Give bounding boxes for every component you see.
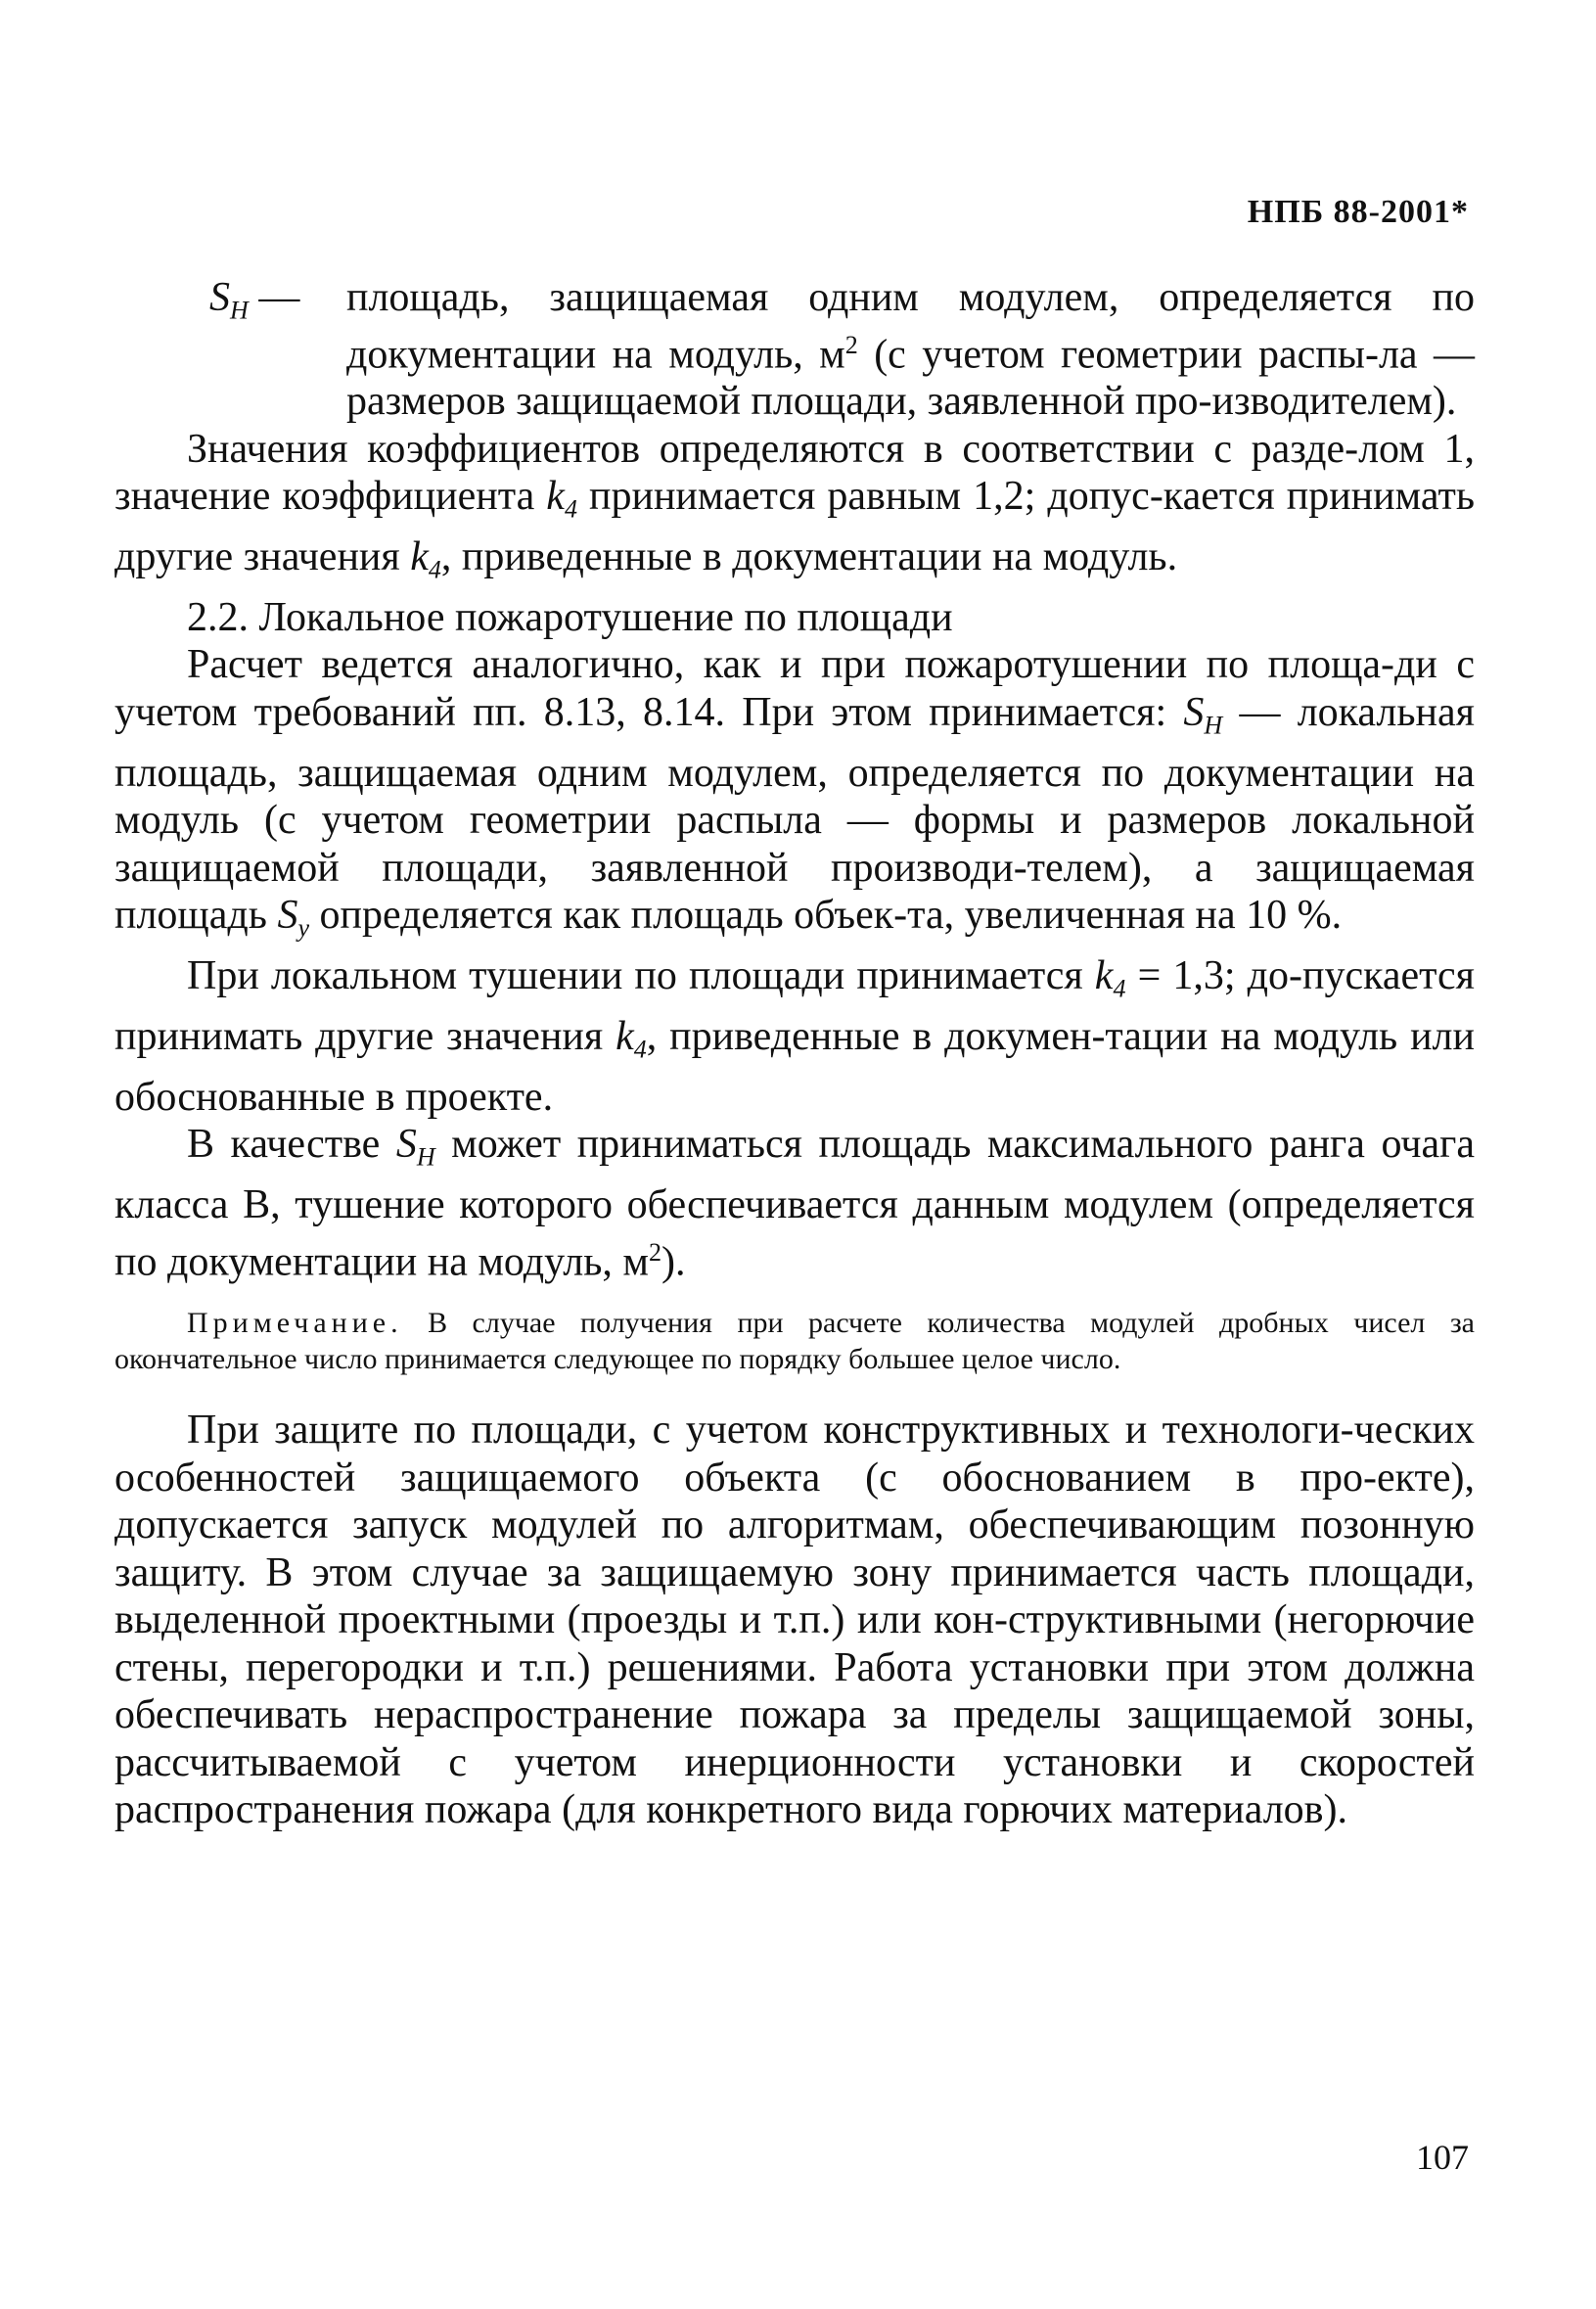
definition-superscript: 2: [844, 330, 858, 359]
note-text: В случае получения при расчете количества модулей дробных чисел за окончательное число принимается следующее по порядку большее целое число.: [114, 1307, 1475, 1376]
paragraph-zonal-protection: При защите по площади, с учетом конструктивных и технологи-ческих особенностей защищаемого объекта (с обоснованием в про-екте), допускается запуск модулей по алгоритмам, обеспечивающим позонную защиту. В этом случае за защищаемую зону принимается часть площади, выделенной проектными (проезды и т.п.) или кон-структивными (негорючие стены, перегородки и т.п.) решениями. Работа установки при этом должна обеспечивать нераспространение пожара за пределы защищаемой зоны, рассчитываемой с учетом инерционности установки и скоростей распространения пожара (для конкретного вида горючих материалов).: [114, 1408, 1475, 1833]
definition-term: [209, 274, 346, 335]
definition-description: [346, 274, 1475, 426]
paragraph-coefficients: [114, 426, 1475, 594]
para4-text-a: В качестве: [187, 1122, 396, 1168]
sy-subscript: y: [297, 913, 310, 943]
sh-symbol: S: [1183, 689, 1205, 735]
paragraph-fire-class: [114, 1121, 1475, 1285]
para3-text-b: = 1,3; до-пускается принимать другие значения: [114, 953, 1475, 1059]
main-text: [114, 274, 1475, 1834]
page-number: 107: [1416, 2138, 1469, 2177]
definition-text-b: (с учетом геометрии распы-ла — размеров защищаемой площади, заявленной про-изводителем).: [346, 331, 1475, 425]
k4-symbol: k: [546, 474, 565, 520]
para1-text-a: Значения коэффициентов определяются в соответствии с разде-лом 1, значение коэффициента: [114, 426, 1475, 520]
para4-text-b: может приниматься площадь максимального ранга очага класса В, тушение которого обеспечивается данным модулем (определяется по документации на модуль, м: [114, 1122, 1476, 1284]
para2-text-c: определяется как площадь объек-та, увеличенная на 10 %.: [309, 893, 1343, 939]
definition-text-a: площадь, защищаемая одним модулем, определяется по документации на модуль, м: [346, 275, 1475, 377]
term-symbol: S: [209, 275, 230, 320]
definition-sh: [114, 274, 1475, 426]
k4-subscript: 4: [1113, 974, 1126, 1003]
para2-text-b: — локальная площадь, защищаемая одним модулем, определяется по документации на модуль (с учетом геометрии распыла — формы и размеров локальной защищаемой площади, заявленной производи-телем), а защищаемая площадь: [114, 689, 1475, 939]
para3-text-c: , приведенные в докумен-тации на модуль или обоснованные в проекте.: [114, 1013, 1475, 1120]
paragraph-calculation: [114, 641, 1475, 952]
para1-text-b: принимается равным 1,2; допус-кается принимать другие значения: [114, 474, 1475, 580]
para2-text-a: Расчет ведется аналогично, как и при пожаротушении по площа-ди с учетом требований пп. 8.13, 8.14. При этом принимается:: [114, 642, 1475, 735]
term-dash: —: [248, 275, 300, 320]
term-subscript: H: [230, 296, 249, 325]
para1-text-c: , приведенные в документации на модуль.: [440, 534, 1178, 580]
note: [114, 1305, 1475, 1377]
k4-subscript: 4: [633, 1035, 647, 1064]
k4-subscript: 4: [564, 494, 577, 524]
para4-text-c: ).: [661, 1238, 686, 1284]
sh-symbol: S: [395, 1122, 417, 1168]
section-heading: 2.2. Локальное пожаротушение по площади: [187, 594, 953, 640]
note-label: Примечание.: [187, 1307, 403, 1340]
para4-superscript: 2: [648, 1237, 661, 1267]
k4-symbol: k: [410, 534, 429, 580]
k4-symbol: k: [616, 1013, 634, 1059]
sh-subscript: H: [1204, 711, 1223, 740]
paragraph-local-extinguishing: [114, 952, 1475, 1121]
para3-text-a: При локальном тушении по площади принимается: [187, 953, 1095, 999]
sh-subscript: H: [416, 1142, 435, 1172]
k4-symbol: k: [1094, 953, 1114, 999]
k4-subscript: 4: [428, 555, 441, 584]
sy-symbol: S: [277, 893, 298, 939]
document-code: НПБ 88-2001*: [1247, 194, 1469, 230]
